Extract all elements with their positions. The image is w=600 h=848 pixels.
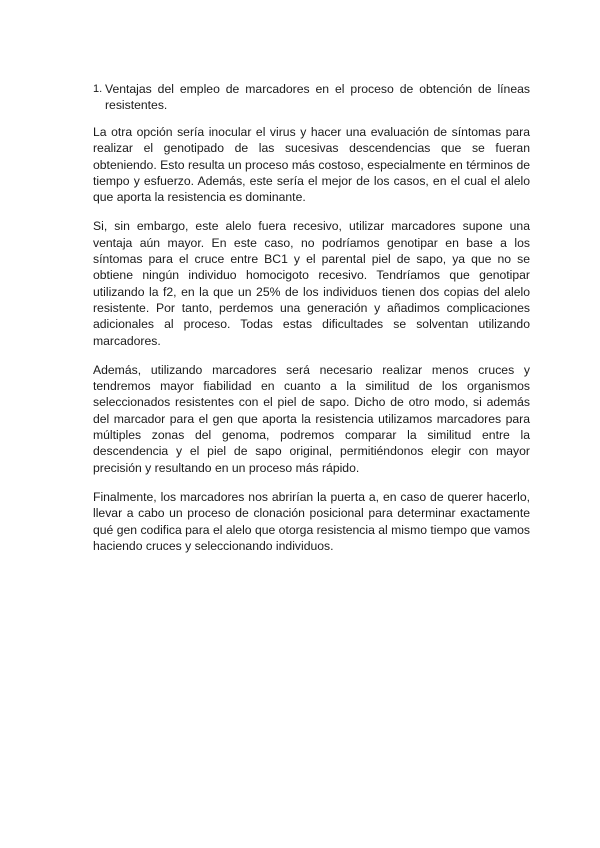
paragraph-4: Finalmente, los marcadores nos abrirían la puerta a, en caso de querer hacerlo, llevar a cabo un proceso de clonación posicional para determinar exactamente qué gen codifica para el alelo que otorga resistencia al mismo tiempo que vamos haciendo cruces y seleccionando individuos. xyxy=(93,489,530,553)
document-page xyxy=(93,81,530,567)
paragraph-1: La otra opción sería inocular el virus y hacer una evaluación de síntomas para realizar el genotipado de las sucesivas descendencias que se fueran obteniendo. Esto resulta un proceso más costoso, especialmente en términos de tiempo y esfuerzo. Además, este sería el mejor de los casos, en el cual el alelo que aporta la resistencia es dominante. xyxy=(93,125,530,205)
heading-number: 1. xyxy=(93,83,103,95)
paragraph-2: Si, sin embargo, este alelo fuera recesivo, utilizar marcadores supone una ventaja aún mayor. En este caso, no podríamos genotipar en base a los síntomas para el cruce entre BC1 y el parental piel de sapo, ya que no se obtiene ningún individuo homocigoto recesivo. Tendríamos que genotipar utilizando la f2, en la que un 25% de los individuos tienen dos copias del alelo resistente. Por tanto, perdemos una generación y añadimos complicaciones adicionales al proceso. Todas estas dificultades se solventan utilizando marcadores. xyxy=(93,219,530,348)
section-heading xyxy=(93,81,530,113)
paragraph-3: Además, utilizando marcadores será necesario realizar menos cruces y tendremos mayor fiabilidad en cuanto a la similitud de los organismos seleccionados resistentes con el piel de sapo. Dicho de otro modo, si además del marcador para el gen que aporta la resistencia utilizamos marcadores para múltiples zonas del genoma, podremos comparar la similitud entre la descendencia y el piel de sapo original, permitiéndonos elegir con mayor precisión y resultando en un proceso más rápido. xyxy=(93,362,530,475)
heading-text: Ventajas del empleo de marcadores en el proceso de obtención de líneas resistentes. xyxy=(105,82,530,112)
